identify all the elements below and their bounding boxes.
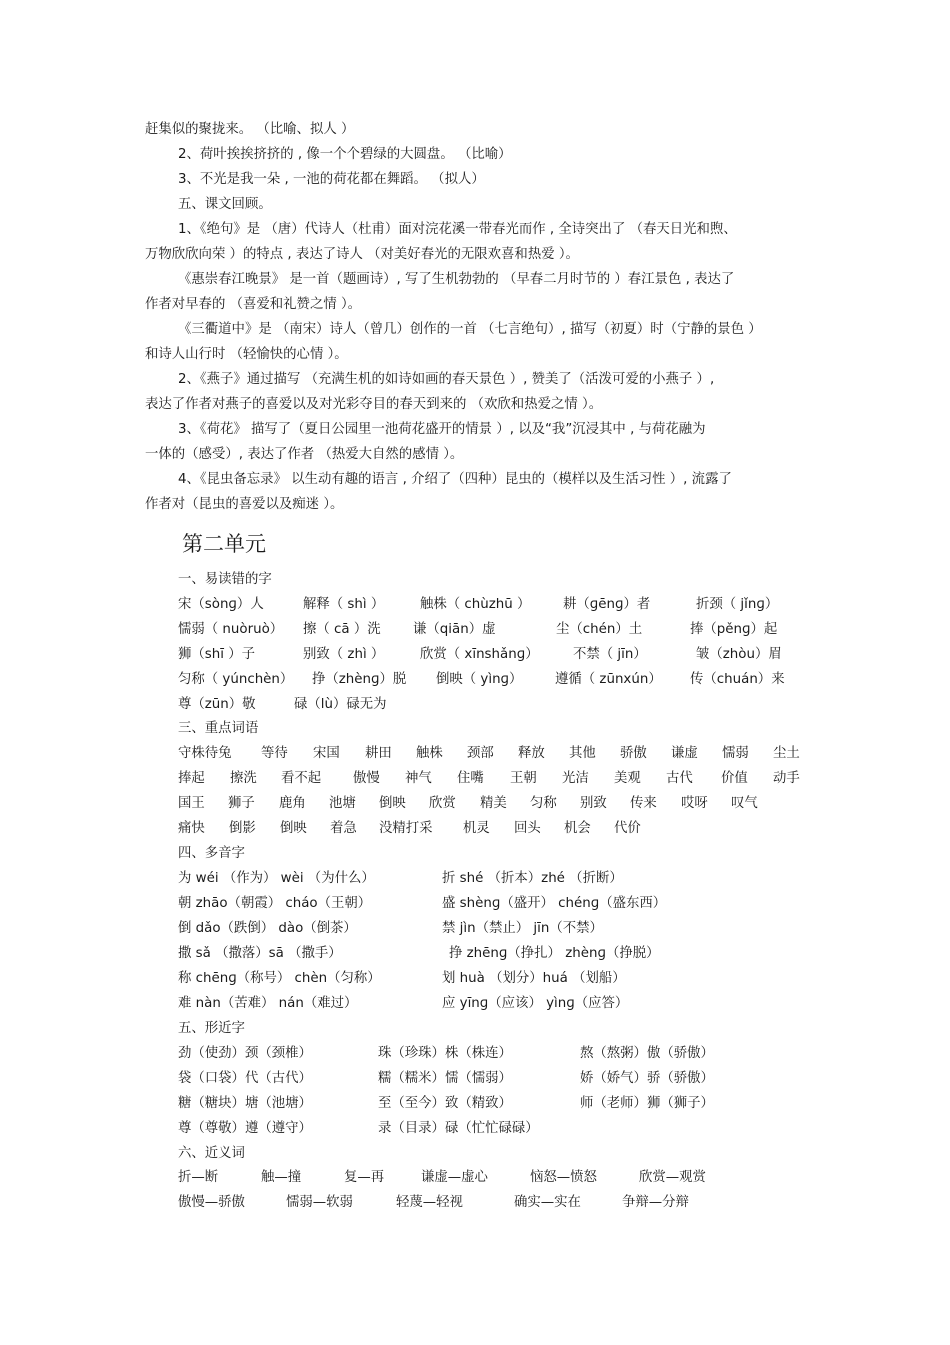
text-line: 3、不光是我一朵 , 一池的荷花都在舞蹈。 （拟人） [178,172,485,187]
section-heading: 四、多音字 [178,846,245,861]
polyphone-row [178,945,918,963]
synonym-item: 轻蔑—轻视 [396,1195,463,1210]
word-item: 机会 [564,821,591,836]
word-item: 欣赏 [429,796,456,811]
polyphone-item: 挣 zhēnɡ（挣扎） zhènɡ（挣脱） [449,946,660,961]
reading-row [178,671,918,689]
word-item: 狮子 [228,796,255,811]
reading-item: 不禁（ jīn） [573,647,647,662]
word-item: 回头 [514,821,541,836]
polyphone-item: 折 shé （折本）zhé （折断） [442,871,623,886]
reading-item: 宋（sònɡ）人 [178,597,264,612]
word-item: 守株待兔 [178,746,232,761]
word-item: 颈部 [467,746,494,761]
unit-title: 第二单元 [182,532,266,556]
reading-item: 懦弱（ nuòruò） [178,622,284,637]
word-item: 触株 [416,746,443,761]
similar-item: 师（老师）狮（狮子） [580,1096,714,1111]
section-heading: 三、重点词语 [178,721,259,736]
text-line: 《惠崇春江晚景》 是一首（题画诗）, 写了生机勃勃的 （早春二月时节的 ）春江景色 , 表达了 [178,272,735,287]
word-item: 光洁 [562,771,589,786]
reading-item: 遵循（ zūnxún） [555,672,662,687]
word-item: 懦弱 [722,746,749,761]
word-item: 住嘴 [457,771,484,786]
word-item: 释放 [518,746,545,761]
text-line: 赶集似的聚拢来。 （比喻、拟人 ） [145,122,355,137]
reading-item: 挣（zhènɡ）脱 [312,672,407,687]
synonym-item: 争辩—分辩 [622,1195,689,1210]
word-item: 精美 [480,796,507,811]
word-item: 倒映 [280,821,307,836]
polyphone-row [178,895,918,913]
polyphone-item: 划 huà （划分）huá （划船） [442,971,626,986]
polyphone-row [178,995,918,1013]
polyphone-row [178,920,918,938]
word-item: 倒影 [229,821,256,836]
word-item: 耕田 [365,746,392,761]
text-line: 表达了作者对燕子的喜爱以及对光彩夺目的春天到来的 （欢欣和热爱之情 ）。 [145,397,603,412]
polyphone-item: 朝 zhāo（朝霞） cháo（王朝） [178,896,372,911]
similar-item: 至（至今）致（精致） [378,1096,512,1111]
polyphone-item: 禁 jìn（禁止） jīn（不禁） [442,921,603,936]
polyphone-row [178,970,918,988]
similar-item: 尊（尊敬）遵（遵守） [178,1121,312,1136]
word-item: 动手 [773,771,800,786]
word-item: 尘土 [773,746,800,761]
word-item: 别致 [580,796,607,811]
reading-item: 尊（zūn）敬 [178,697,256,712]
word-item: 傲慢 [353,771,380,786]
word-item: 价值 [721,771,748,786]
reading-item: 匀称（ yúnchèn） [178,672,294,687]
word-item: 捧起 [178,771,205,786]
text-line: 4、《昆虫备忘录》 以生动有趣的语言 , 介绍了（四种）昆虫的（模样以及生活习性 ）, 流露了 [178,472,732,487]
polyphone-item: 应 yīnɡ（应该） yìnɡ（应答） [442,996,629,1011]
similar-item: 糖（糖块）塘（池塘） [178,1096,312,1111]
text-line: 作者对早春的 （喜爱和礼赞之情 ）。 [145,297,362,312]
synonym-row [178,1169,918,1187]
similar-item: 娇（娇气）骄（骄傲） [580,1071,714,1086]
polyphone-item: 撒 sǎ （撒落）sā （撒手） [178,946,342,961]
reading-item: 解释（ shì ） [303,597,385,612]
word-item: 等待 [261,746,288,761]
synonym-item: 确实—实在 [514,1195,581,1210]
text-line: 一体的（感受）, 表达了作者 （热爱大自然的感情 ）。 [145,447,464,462]
word-item: 传来 [630,796,657,811]
polyphone-item: 盛 shènɡ（盛开） chénɡ（盛东西） [442,896,667,911]
word-item: 倒映 [379,796,406,811]
reading-item: 欣赏（ xīnshǎnɡ） [420,647,539,662]
polyphone-item: 难 nàn（苦难） nán（难过） [178,996,358,1011]
text-line: 2、荷叶挨挨挤挤的 , 像一个个碧绿的大圆盘。 （比喻） [178,147,512,162]
text-line: 作者对（昆虫的喜爱以及痴迷 ）。 [145,497,344,512]
section-heading: 六、近义词 [178,1146,245,1161]
word-item: 擦洗 [230,771,257,786]
word-item: 鹿角 [279,796,306,811]
text-line: 万物欣欣向荣 ）的特点 , 表达了诗人 （对美好春光的无限欢喜和热爱 ）。 [145,247,579,262]
text-line: 1、《绝句》是 （唐）代诗人（杜甫）面对浣花溪一带春光而作 , 全诗突出了 （春天日光和煦、 [178,222,737,237]
word-item: 谦虚 [671,746,698,761]
reading-row [178,596,918,614]
reading-item: 折颈（ jǐnɡ） [696,597,779,612]
word-item: 匀称 [530,796,557,811]
words-row [178,770,918,788]
text-line: 3、《荷花》 描写了（夏日公园里一池荷花盛开的情景 ）, 以及“我”沉浸其中 , 与荷花融为 [178,422,706,437]
words-row [178,745,918,763]
synonym-item: 谦虚—虚心 [421,1170,488,1185]
word-item: 代价 [614,821,641,836]
reading-item: 狮（shī ）子 [178,647,256,662]
word-item: 着急 [330,821,357,836]
word-item: 其他 [569,746,596,761]
synonym-item: 欣赏—观赏 [639,1170,706,1185]
synonym-item: 复—再 [344,1170,385,1185]
polyphone-row [178,870,918,888]
similar-item: 珠（珍珠）株（株连） [378,1046,512,1061]
word-item: 看不起 [281,771,322,786]
synonym-item: 懦弱—软弱 [286,1195,353,1210]
similar-item: 录（目录）碌（忙忙碌碌） [378,1121,539,1136]
text-line: 2、《燕子》通过描写 （充满生机的如诗如画的春天景色 ）, 赞美了（活泼可爱的小燕子 ）, [178,372,715,387]
reading-item: 倒映（ yìnɡ） [436,672,523,687]
word-item: 叹气 [731,796,758,811]
similar-item: 糯（糯米）懦（懦弱） [378,1071,512,1086]
synonym-item: 恼怒—愤怒 [530,1170,597,1185]
text-line: 《三衢道中》是 （南宋）诗人（曾几）创作的一首 （七言绝句）, 描写（初夏）时（宁静的景色 ） [178,322,762,337]
word-item: 没精打采 [379,821,433,836]
polyphone-item: 为 wéi （作为） wèi （为什么） [178,871,375,886]
word-item: 哎呀 [681,796,708,811]
word-item: 骄傲 [620,746,647,761]
reading-item: 别致（ zhì ） [303,647,385,662]
polyphone-item: 称 chēnɡ（称号） chèn（匀称） [178,971,381,986]
similar-item: 劲（使劲）颈（颈椎） [178,1046,312,1061]
word-item: 王朝 [510,771,537,786]
synonym-row [178,1194,918,1212]
word-item: 宋国 [313,746,340,761]
reading-item: 擦（ cā ）洗 [303,622,381,637]
similar-item: 袋（口袋）代（古代） [178,1071,312,1086]
section-heading: 五、形近字 [178,1021,245,1036]
word-item: 池塘 [329,796,356,811]
word-item: 国王 [178,796,205,811]
word-item: 神气 [405,771,432,786]
polyphone-item: 倒 dǎo（跌倒） dào（倒茶） [178,921,357,936]
words-row [178,795,918,813]
word-item: 古代 [666,771,693,786]
words-row [178,820,918,838]
reading-item: 皱（zhòu）眉 [696,647,782,662]
word-item: 机灵 [463,821,490,836]
section-heading: 一、易读错的字 [178,572,272,587]
reading-row [178,621,918,639]
synonym-item: 折—断 [178,1170,219,1185]
text-line: 和诗人山行时 （轻愉快的心情 ）。 [145,347,348,362]
similar-row [178,1120,918,1138]
similar-row [178,1045,918,1063]
word-item: 痛快 [178,821,205,836]
reading-item: 尘（chén）土 [556,622,643,637]
synonym-item: 触—撞 [261,1170,302,1185]
reading-item: 传（chuán）来 [690,672,785,687]
synonym-item: 傲慢—骄傲 [178,1195,245,1210]
reading-item: 碌（lù）碌无为 [294,697,387,712]
reading-row [178,696,918,714]
reading-item: 谦（qiān）虚 [413,622,496,637]
reading-item: 耕（ɡēnɡ）者 [563,597,651,612]
reading-row [178,646,918,664]
similar-row [178,1095,918,1113]
section-heading: 五、课文回顾。 [178,197,272,212]
word-item: 美观 [614,771,641,786]
similar-item: 熬（熬粥）傲（骄傲） [580,1046,714,1061]
similar-row [178,1070,918,1088]
reading-item: 触株（ chùzhū ） [420,597,531,612]
reading-item: 捧（pěnɡ）起 [690,622,778,637]
